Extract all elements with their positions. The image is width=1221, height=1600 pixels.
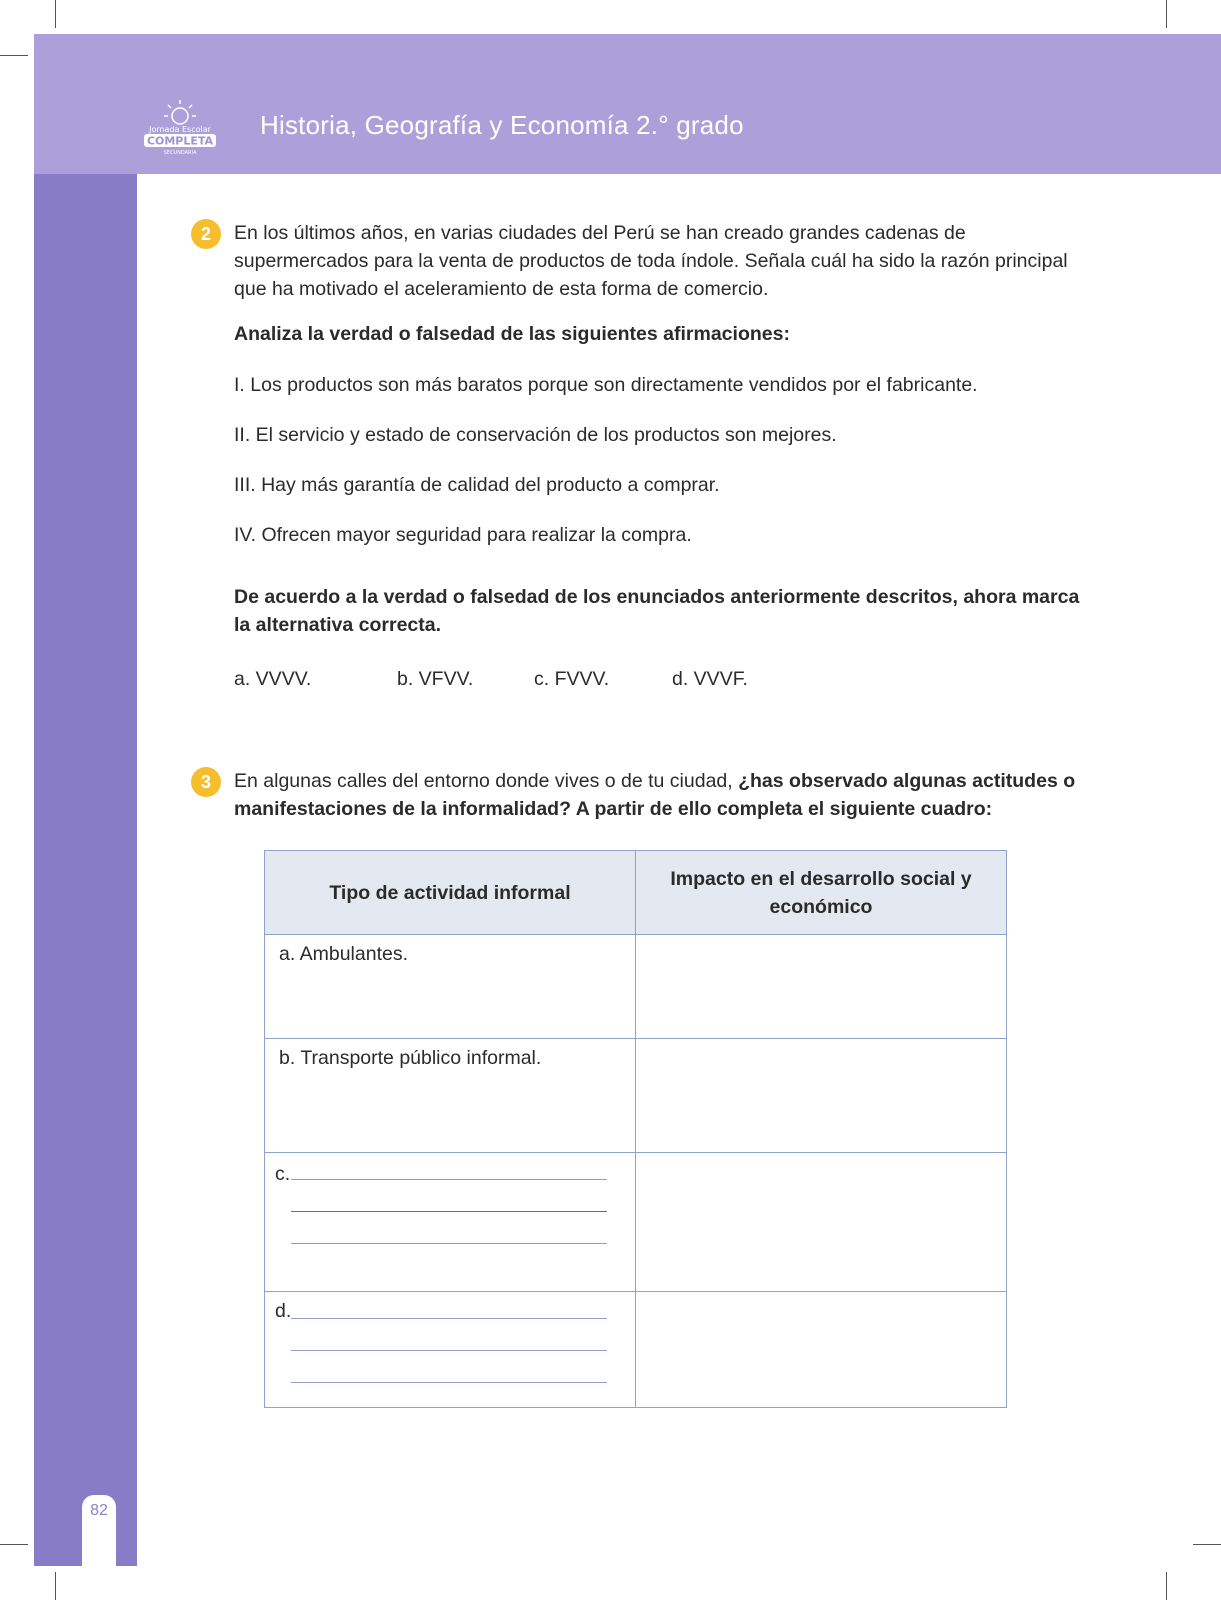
page-title: Historia, Geografía y Economía 2.° grado (260, 110, 744, 140)
option-c[interactable]: c. FVVV. (534, 668, 610, 690)
question-2-instruction: Analiza la verdad o falsedad de las siguientes afirmaciones: (234, 323, 790, 345)
crop-mark (1166, 0, 1167, 28)
answer-line[interactable] (291, 1211, 607, 1212)
crop-mark (0, 1544, 28, 1545)
row-blank-d (265, 1292, 636, 1408)
statement-4: IV. Ofrecen mayor seguridad para realizar la compra. (234, 524, 692, 546)
answer-line[interactable] (291, 1350, 607, 1351)
question-3-intro (234, 767, 1094, 823)
impact-cell-d[interactable] (636, 1292, 1007, 1408)
question-3-badge: 3 (191, 767, 221, 797)
crop-mark (1166, 1572, 1167, 1600)
informality-table (264, 850, 1007, 1408)
page-sidebar-band (34, 174, 137, 1566)
crop-mark (0, 55, 28, 56)
statement-1: I. Los productos son más baratos porque son directamente vendidos por el fabricante. (234, 374, 978, 396)
question-2-intro: En los últimos años, en varias ciudades del Perú se han creado grandes cadenas de supermercados para la venta de productos de toda índole. Señala cuál ha sido la razón principal que ha motivado el aceleramiento de esta forma de comercio. (234, 222, 1068, 300)
crop-mark (55, 1572, 56, 1600)
question-3-intro-bold: ¿has observado algunas actitudes o manifestaciones de la informalidad? A partir de ello completa el siguiente cuadro: (234, 770, 1076, 820)
row-transporte: b. Transporte público informal. (265, 1039, 636, 1153)
table-row (265, 1292, 1007, 1408)
table-header-activity: Tipo de actividad informal (265, 851, 636, 935)
option-a[interactable]: a. VVVV. (234, 668, 312, 690)
blank-label-d: d. (275, 1300, 292, 1322)
svg-text:Jornada Escolar: Jornada Escolar (149, 125, 211, 134)
statement-2: II. El servicio y estado de conservación de los productos son mejores. (234, 424, 837, 446)
jornada-completa-logo (140, 96, 220, 156)
impact-cell-b[interactable] (636, 1039, 1007, 1153)
question-2-badge: 2 (191, 219, 221, 249)
crop-mark (1193, 1544, 1221, 1545)
question-3-intro-plain: En algunas calles del entorno donde vives o de tu ciudad, (234, 770, 739, 792)
statement-3: III. Hay más garantía de calidad del producto a comprar. (234, 474, 720, 496)
impact-cell-c[interactable] (636, 1153, 1007, 1292)
crop-mark (55, 0, 56, 28)
answer-line[interactable] (291, 1318, 607, 1319)
svg-text:COMPLETA: COMPLETA (146, 134, 214, 148)
option-b[interactable]: b. VFVV. (397, 668, 474, 690)
answer-line[interactable] (291, 1382, 607, 1383)
impact-cell-a[interactable] (636, 935, 1007, 1039)
table-header-row (265, 851, 1007, 935)
table-header-impact: Impacto en el desarrollo social y económico (636, 851, 1007, 935)
page-number: 82 (90, 1502, 108, 1519)
table-row (265, 1153, 1007, 1292)
option-d[interactable]: d. VVVF. (672, 668, 748, 690)
question-2-instruction-2: De acuerdo a la verdad o falsedad de los enunciados anteriormente descritos, ahora marca la alternativa correcta. (234, 586, 1080, 636)
answer-line[interactable] (291, 1179, 607, 1180)
table-row (265, 1039, 1007, 1153)
row-ambulantes: a. Ambulantes. (265, 935, 636, 1039)
blank-label-c: c. (275, 1163, 291, 1185)
svg-text:SECUNDARIA: SECUNDARIA (163, 150, 197, 156)
table-row (265, 935, 1007, 1039)
answer-line[interactable] (291, 1243, 607, 1244)
row-blank-c (265, 1153, 636, 1292)
